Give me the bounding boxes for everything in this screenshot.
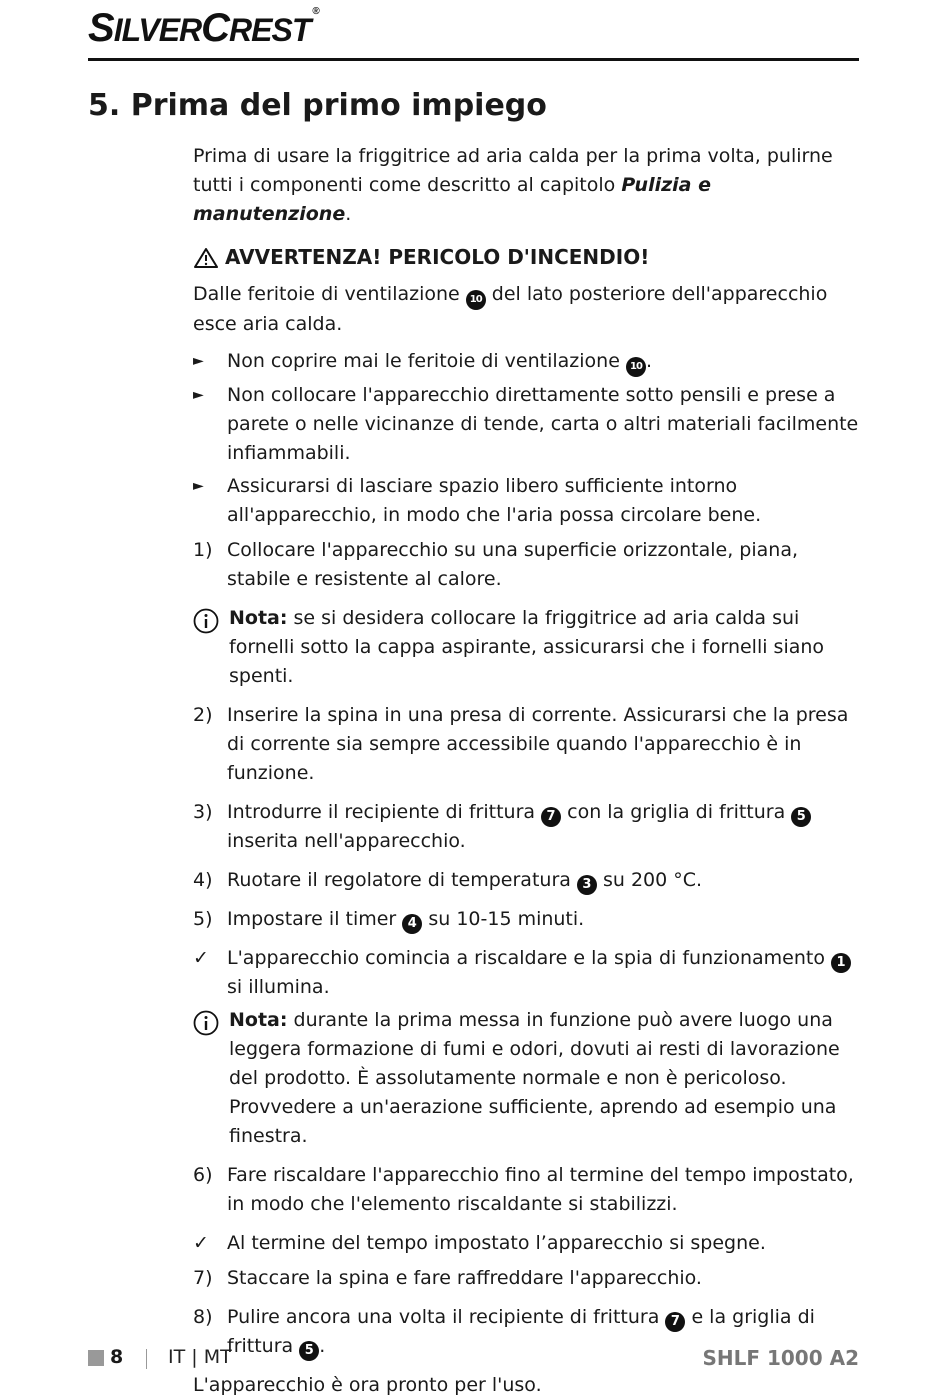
warning-heading: AVVERTENZA! PERICOLO D'INCENDIO! [193,243,861,272]
ref-badge: 10 [466,290,486,310]
page-number: 8 [110,1346,124,1368]
step-2: 2) Inserire la spina in una presa di corrente. Assicurarsi che la presa di corrente sia sempre accessibile quando l'apparecchio è in funzione. [193,704,849,784]
warning-icon [193,247,219,269]
step-3: 3) Introdurre il recipiente di frittura 7 con la griglia di frittura 5 inserita nell'apparecchio. [193,798,861,856]
step-6: 6) Fare riscaldare l'apparecchio fino al termine del tempo impostato, in modo che l'elemento riscaldante si stabilizzi. [193,1164,854,1215]
brand-logo: SILVERCREST® [88,6,319,50]
ref-badge: 4 [402,914,422,934]
list-item: ► Non collocare l'apparecchio direttamente sotto pensili e prese a parete o nelle vicinanze di tende, carta o altri materiali facilmente infiammabili. [193,384,859,464]
intro-paragraph: Prima di usare la friggitrice ad aria calda per la prima volta, pulirne tutti i componenti come descritto al capitolo Pulizia e manutenzione. [193,145,833,225]
page-content [193,142,861,1400]
section-title: 5. Prima del primo impiego [88,88,547,123]
ref-badge: 5 [791,807,811,827]
ref-badge: 3 [577,875,597,895]
chapter-reference: Pulizia e manutenzione [193,174,712,225]
model-number: SHLF 1000 A2 [702,1346,859,1370]
list-item: ► Assicurarsi di lasciare spazio libero sufficiente intorno all'apparecchio, in modo che l'aria possa circolare bene. [193,475,762,526]
ref-badge: 10 [626,357,646,377]
header-rule [88,58,859,61]
list-item: ► Non coprire mai le feritoie di ventilazione 10 . [193,347,861,377]
warning-text: Dalle feritoie di ventilazione 10 del lato posteriore dell'apparecchio esce aria calda. [193,283,828,335]
note-box: Nota: se si desidera collocare la friggitrice ad aria calda sui fornelli sotto la cappa aspirante, assicurarsi che i fornelli siano spenti. [193,604,861,691]
ref-badge: 5 [299,1341,319,1361]
ref-badge: 7 [541,807,561,827]
ref-badge: 7 [665,1312,685,1332]
language-codes: IT | MT [168,1346,232,1368]
note-box: Nota: durante la prima messa in funzione può avere luogo una leggera formazione di fumi e odori, dovuti ai resti di lavorazione del prodotto. È assolutamente normale e non è pericoloso. Provvedere a un'aerazione sufficiente, aprendo ad esempio una finestra. [193,1006,861,1151]
step-4: 4) Ruotare il regolatore di temperatura 3 su 200 °C. [193,866,861,895]
ref-badge: 1 [831,953,851,973]
page-footer [88,1346,859,1376]
step-7: 7) Staccare la spina e fare raffreddare l'apparecchio. [193,1267,702,1289]
closing-text: L'apparecchio è ora pronto per l'uso. [193,1374,542,1396]
footer-divider [146,1349,147,1369]
step-8: 8) Pulire ancora una volta il recipiente di frittura 7 e la griglia di frittura 5 . [193,1303,861,1361]
footer-square-icon [88,1350,104,1366]
step-1: 1) Collocare l'apparecchio su una superficie orizzontale, piana, stabile e resistente al calore. [193,539,799,590]
result-2: ✓ Al termine del tempo impostato l’apparecchio si spegne. [193,1232,766,1254]
info-icon [193,608,219,634]
result-1: ✓ L'apparecchio comincia a riscaldare e la spia di funzionamento 1 si illumina. [193,944,861,1002]
step-5: 5) Impostare il timer 4 su 10-15 minuti. [193,905,861,934]
info-icon [193,1010,219,1036]
